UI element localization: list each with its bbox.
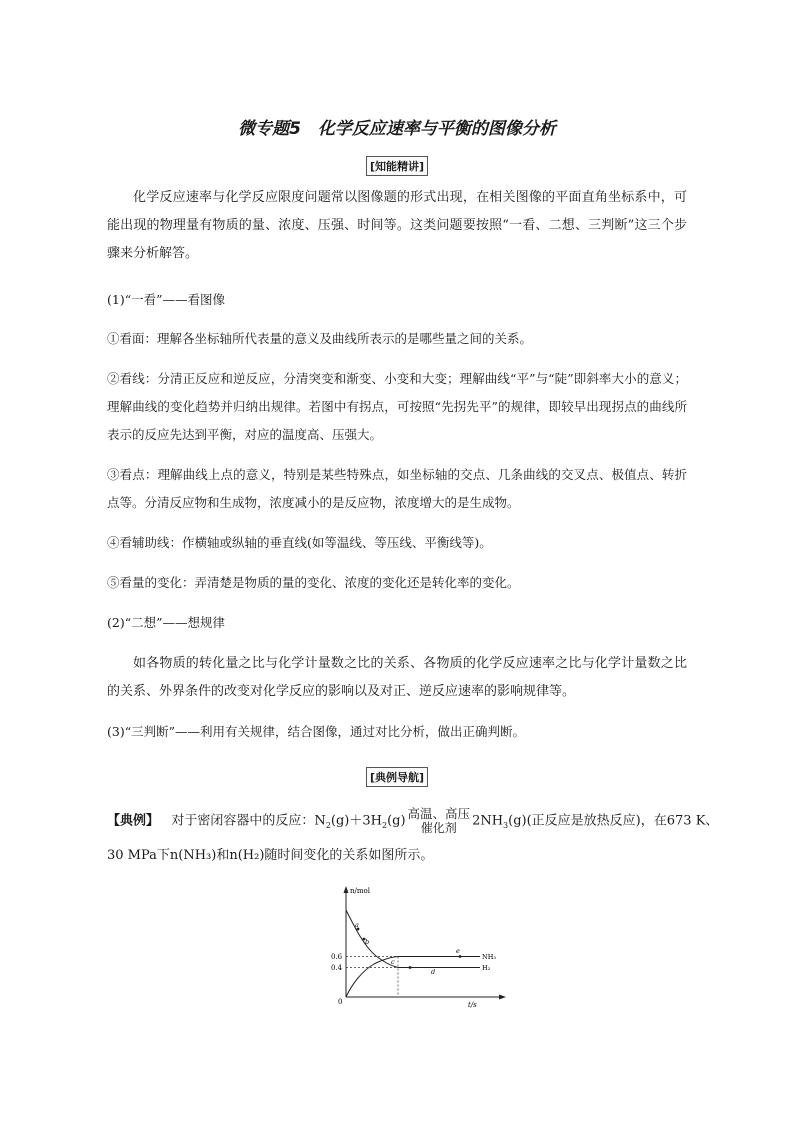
h2-subscript: 2 xyxy=(381,821,388,831)
example-text-mid1: (g)＋3H xyxy=(330,813,382,829)
point-4: ④看辅助线：作横轴或纵轴的垂直线(如等温线、等压线、平衡线等)。 xyxy=(107,535,492,550)
nh3-subscript: 3 xyxy=(503,821,509,831)
point-c-label: c xyxy=(391,958,395,966)
y-axis-label: n/mol xyxy=(350,887,370,895)
step1-heading: (1)“一看”——看图像 xyxy=(107,292,225,307)
condition-top: 高温、高压 xyxy=(407,806,471,821)
example-text-post: (g)(正反应是放热反应)，在673 K、 xyxy=(508,813,719,829)
point-1: ①看面：理解各坐标轴所代表量的意义及曲线所表示的是哪些量之间的关系。 xyxy=(107,331,533,346)
y-axis-arrow xyxy=(344,886,349,893)
point-e-dot xyxy=(459,955,462,958)
intro-paragraph: 化学反应速率与化学反应限度问题常以图像题的形式出现，在相关图像的平面直角坐标系中，可能出现的物理量有物质的量、浓度、压强、时间等。这类问题要按照“一看、二想、三判断”这三个步骤来分析解答。 xyxy=(107,190,687,261)
example-statement-line2: 30 MPa下n(NH₃)和n(H₂)随时间变化的关系如图所示。 xyxy=(107,848,434,863)
condition-bottom: 催化剂 xyxy=(420,821,457,835)
step3-heading: (3)“三判断”——利用有关规律，结合图像，通过对比分析，做出正确判断。 xyxy=(107,724,525,739)
point-b-label: b xyxy=(365,938,370,946)
reaction-conditions xyxy=(408,806,471,836)
x-axis-arrow xyxy=(499,995,506,1000)
y-tick-0-4: 0.4 xyxy=(331,964,343,972)
example-text-mid2: (g) xyxy=(387,813,406,829)
point-d-dot xyxy=(409,966,412,969)
point-a-label: a xyxy=(355,921,359,929)
section-tag-knowledge xyxy=(0,156,794,176)
point-d-label: d xyxy=(431,968,436,976)
point-e-label: e xyxy=(456,947,460,955)
example-text-pre: 对于密闭容器中的反应：N xyxy=(171,813,326,829)
n2-subscript: 2 xyxy=(325,821,331,831)
x-axis-label: t/s xyxy=(468,1001,477,1009)
page-title: 微专题5 化学反应速率与平衡的图像分析 xyxy=(238,119,556,139)
point-2: ②看线：分清正反应和逆反应，分清突变和渐变、小变和大变；理解曲线“平”与“陡”即斜率大小的意义；理解曲线的变化趋势并归纳出规律。若图中有拐点，可按照“先拐先平”的规律，即较早出现拐点的曲线所表示的反应先达到平衡，对应的温度高、压强大。 xyxy=(107,371,687,442)
point-3: ③看点：理解曲线上点的意义，特别是某些特殊点，如坐标轴的交点、几条曲线的交叉点、极值点、转折点等。分清反应物和生成物，浓度减小的是反应物，浓度增大的是生成物。 xyxy=(107,467,687,510)
example-statement xyxy=(107,806,727,840)
y-tick-0-6: 0.6 xyxy=(331,953,343,961)
origin-label: 0 xyxy=(338,998,343,1006)
point-5: ⑤看量的变化：弄清楚是物质的量的变化、浓度的变化还是转化率的变化。 xyxy=(107,575,520,590)
rule-paragraph: 如各物质的转化量之比与化学计量数之比的关系、各物质的化学反应速率之比与化学计量数之比的关系、外界条件的改变对化学反应的影响以及对正、逆反应速率的影响规律等。 xyxy=(107,656,687,699)
step2-heading: (2)“二想”——想规律 xyxy=(107,615,225,630)
example-label: 【典例】 xyxy=(107,813,160,829)
section-tag-knowledge-label: [知能精讲] xyxy=(366,156,428,176)
section-tag-example-label: [典例导航] xyxy=(366,767,428,787)
section-tag-example xyxy=(0,767,794,787)
product-text: 2NH xyxy=(472,813,504,829)
reaction-graph xyxy=(330,884,510,1010)
h2-label: H₂ xyxy=(482,964,491,972)
nh3-curve xyxy=(346,957,480,998)
nh3-label: NH₃ xyxy=(482,953,496,961)
